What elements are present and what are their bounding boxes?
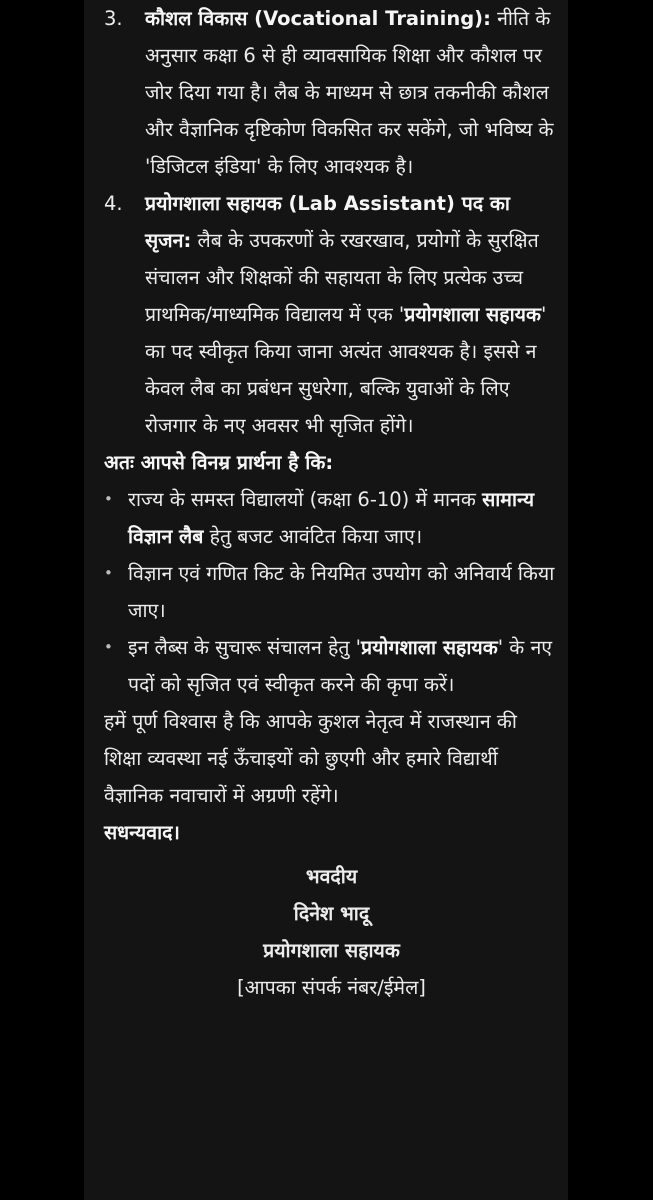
item-text: नीति के अनुसार कक्षा 6 से ही व्यावसायिक शिक्षा और कौशल पर जोर दिया गया है। लैब के माध्यम से छात्र तकनीकी कौशल और वैज्ञानिक दृष्टिकोण विकसित कर सकेंगे, जो भविष्य के 'डिजिटल इंडिया' के लिए आवश्यक है। — [145, 7, 554, 178]
item-text: लैब के उपकरणों के रखरखाव, प्रयोगों के सुरक्षित संचालन और शिक्षकों की सहायता के लिए प्रत्येक उच्च प्राथमिक/माध्यमिक विद्यालय में एक ' — [145, 229, 539, 326]
bullet-item: • इन लैब्स के सुचारू संचालन हेतु 'प्रयोगशाला सहायक' के नए पदों को सृजित एवं स्वीकृत करने की कृपा करें। — [104, 629, 559, 703]
item-title: प्रयोगशाला सहायक (Lab Assistant) पद का सृजन: — [145, 192, 510, 252]
signoff: भवदीय — [305, 865, 358, 888]
bullet-item: • विज्ञान एवं गणित किट के नियमित उपयोग को अनिवार्य किया जाए। — [104, 555, 559, 629]
bullet-icon: • — [104, 564, 113, 582]
list-item — [104, 0, 559, 185]
request-heading: अतः आपसे विनम्र प्रार्थना है कि: — [104, 451, 334, 474]
thanks-line: सधन्यवाद। — [104, 821, 180, 844]
item-title: कौशल विकास (Vocational Training): — [145, 7, 491, 30]
bullet-icon: • — [104, 490, 113, 508]
letter-body — [104, 0, 559, 1006]
bullet-item: • राज्य के समस्त विद्यालयों (कक्षा 6-10) में मानक सामान्य विज्ञान लैब हेतु बजट आवंटित किया जाए। — [104, 481, 559, 555]
sender-title: प्रयोगशाला सहायक — [263, 939, 400, 962]
item-bold-term: प्रयोगशाला सहायक — [404, 303, 541, 326]
item-number: 4. — [104, 192, 123, 215]
item-number: 3. — [104, 7, 123, 30]
sender-name: दिनेश भादू — [293, 902, 370, 925]
list-item — [104, 185, 559, 444]
contact-line: [आपका संपर्क नंबर/ईमेल] — [237, 976, 426, 999]
closing-paragraph: हमें पूर्ण विश्वास है कि आपके कुशल नेतृत्व में राजस्थान की शिक्षा व्यवस्था नई ऊँचाइयों को छुएगी और हमारे विद्यार्थी वैज्ञानिक नवाचारों में अग्रणी रहेंगे। — [104, 710, 517, 807]
item-text: ' का पद स्वीकृत किया जाना अत्यंत आवश्यक है। इससे न केवल लैब का प्रबंधन सुधरेगा, बल्कि युवाओं के लिए रोजगार के नए अवसर भी सृजित होंगे। — [145, 303, 547, 437]
bullet-icon: • — [104, 638, 113, 656]
